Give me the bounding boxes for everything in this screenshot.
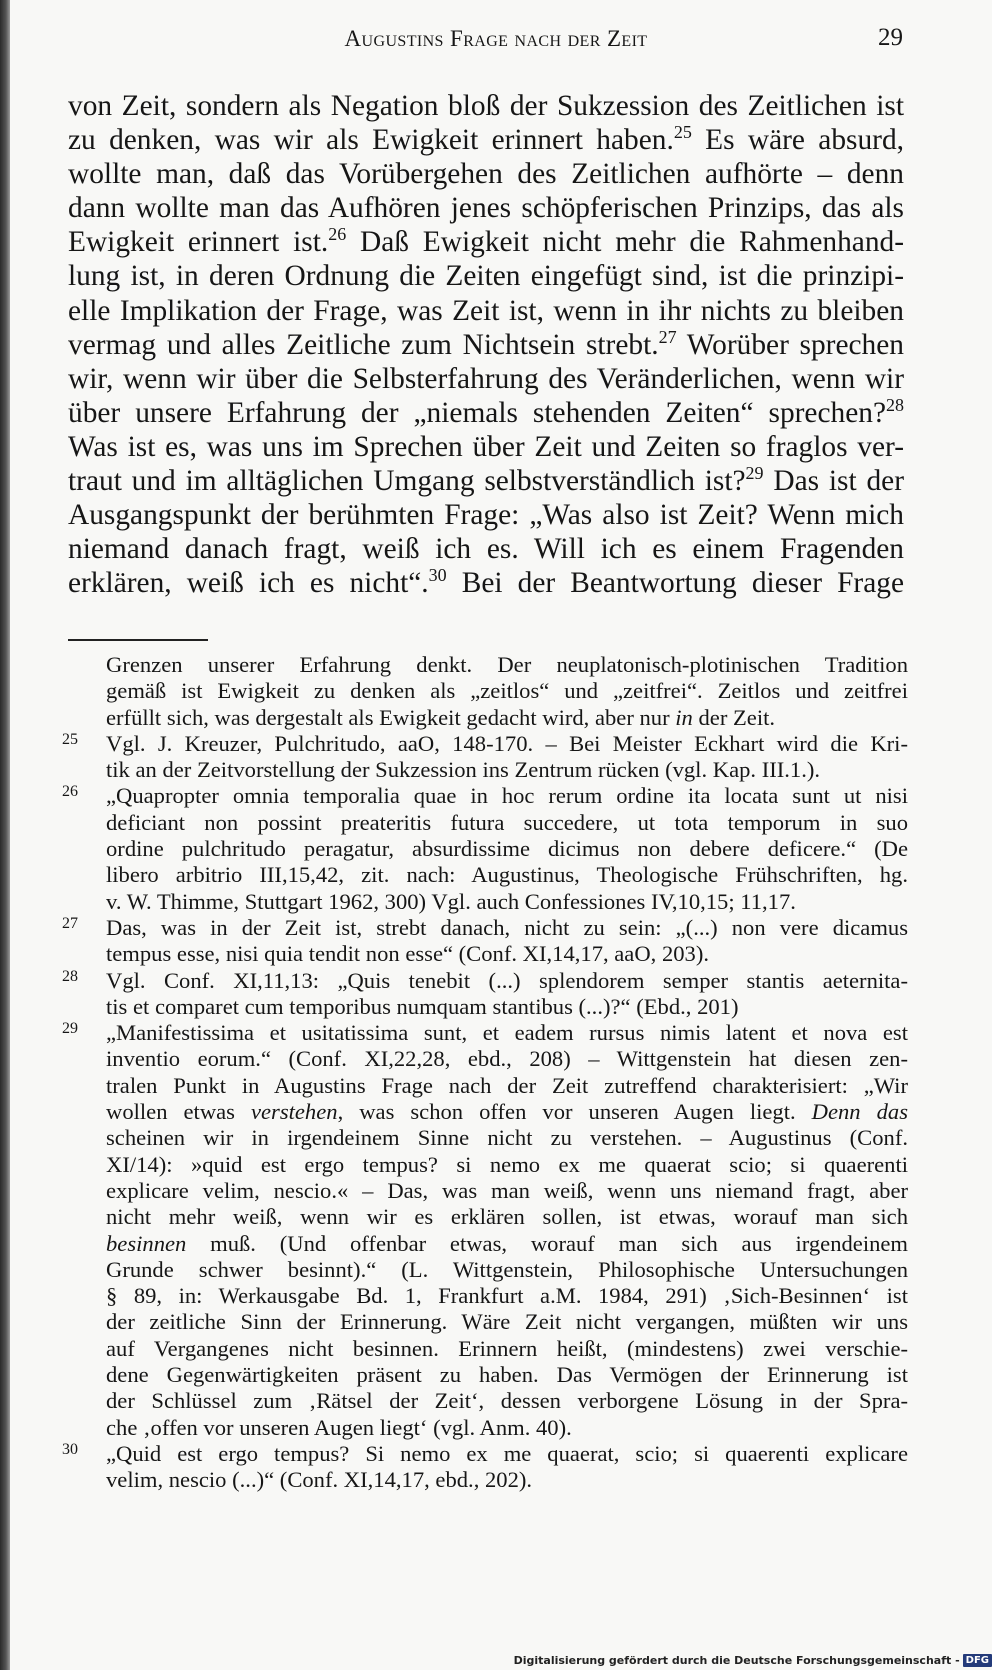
footnote-line (106, 941, 908, 967)
footnote-line (106, 1204, 908, 1230)
text-segment: traut und im alltäglichen Umgang selbstverständlich ist? (68, 465, 746, 498)
text-segment: wir, wenn wir über die Selbsterfahrung des Veränderlichen, wenn wir (68, 362, 904, 395)
footnote-marker[interactable]: 30 (428, 565, 447, 586)
footnote-line (106, 1309, 908, 1335)
running-head-part: Z (606, 26, 622, 51)
text-segment: tik an der Zeitvorstellung der Sukzession ins Zentrum rücken (vgl. Kap. III.1.). (106, 757, 821, 783)
italic-text: in (675, 704, 693, 730)
text-segment: velim, nescio (...)“ (Conf. XI,14,17, ebd., 202). (106, 1467, 533, 1493)
main-text-block (68, 89, 904, 600)
text-segment: ordine pulchritudo peragatur, absurdissime dicimus non debere deficere.“ (De (106, 836, 908, 862)
text-line (68, 191, 904, 225)
text-segment: Was ist es, was uns im Sprechen über Zeit und Zeiten so fraglos ver- (68, 430, 904, 463)
footnote-28 (48, 968, 908, 1021)
text-segment: libero arbitrio III,15,42, zit. nach: Augustinus, Theologische Frühschriften, hg. (106, 862, 908, 888)
footnote-29 (48, 1020, 908, 1441)
footnote-marker[interactable]: 25 (673, 122, 692, 143)
footnote-line (106, 889, 908, 915)
footnote-number: 29 (62, 1020, 78, 1038)
text-segment: erklären, weiß ich es nicht“. (68, 567, 429, 600)
book-page (10, 0, 992, 1670)
text-segment: v. W. Thimme, Stuttgart 1962, 300) Vgl. auch Confessiones IV,10,15; 11,17. (106, 888, 796, 914)
footnote-marker[interactable]: 28 (886, 394, 904, 415)
text-segment: „Quapropter omnia temporalia quae in hoc rerum ordine ita locata sunt ut nisi (106, 783, 908, 809)
footnote-line (106, 1046, 908, 1072)
text-segment: explicare velim, nescio.« – Das, was man weiß, wenn uns niemand fragt, aber (106, 1177, 908, 1203)
text-line (68, 396, 904, 430)
footnote-continuation (48, 652, 908, 731)
footnote-line (106, 1441, 908, 1467)
text-segment: nicht mehr weiß, wenn wir es erklären sollen, ist etwas, worauf man sich (106, 1204, 908, 1230)
footnote-line (106, 810, 908, 836)
footnote-line (106, 862, 908, 888)
footnote-line (106, 678, 908, 704)
text-line (68, 294, 904, 328)
text-segment: Es wäre absurd, (691, 124, 904, 157)
credit-text: Digitalisierung gefördert durch die Deutsche Forschungsgemeinschaft - (513, 1653, 960, 1667)
footnote-line (106, 1388, 908, 1414)
running-head-part: A (344, 26, 362, 51)
footnote-line (106, 1415, 908, 1441)
footnote-line (106, 1336, 908, 1362)
text-segment: Ausgangspunkt der berühmten Frage: „Was also ist Zeit? Wenn mich (68, 499, 904, 532)
footnotes-block (48, 652, 908, 1494)
digitization-credit (514, 1654, 992, 1668)
text-segment: XI/14): »quid est ergo tempus? si nemo ex me quaerat scio; si quaerenti (106, 1151, 908, 1177)
text-line (68, 430, 904, 464)
text-segment: gemäß ist Ewigkeit zu denken als „zeitlos“ und „zeitfrei“. Zeitlos und zeitfrei (106, 678, 908, 704)
text-line (68, 225, 904, 259)
text-segment: Vgl. Conf. XI,11,13: „Quis tenebit (...) splendorem semper stantis aeternita- (106, 967, 908, 993)
text-segment: der zeitliche Sinn der Erinnerung. Wäre Zeit nicht vergangen, müßten wir uns (106, 1309, 908, 1335)
text-segment: dene Gegenwärtigkeiten präsent zu haben. Das Vermögen der Erinnerung ist (106, 1362, 908, 1388)
footnote-30 (48, 1441, 908, 1494)
text-segment: lung ist, in deren Ordnung die Zeiten eingefügt sind, ist die prinzipi- (68, 260, 904, 293)
footnote-line (106, 1257, 908, 1283)
text-segment: Grenzen unserer Erfahrung denkt. Der neuplatonisch-plotinischen Tradition (106, 652, 908, 677)
text-segment: Das ist der (763, 465, 904, 498)
text-line (68, 464, 904, 498)
binding-gutter (0, 0, 10, 1670)
italic-text: besinnen (106, 1230, 187, 1256)
dfg-logo: DFG (963, 1654, 992, 1667)
footnote-27 (48, 915, 908, 968)
text-segment: niemand danach fragt, weiß ich es. Will ich es einem Fragenden (68, 533, 904, 566)
text-segment: tralen Punkt in Augustins Frage nach der Zeit zutreffend charakterisiert: „Wir (106, 1072, 908, 1098)
footnote-marker[interactable]: 26 (328, 224, 347, 245)
text-segment: tempus esse, nisi quia tendit non esse“ (Conf. XI,14,17, aaO, 203). (106, 941, 710, 967)
text-segment: Daß Ewigkeit nicht mehr die Rahmenhand- (346, 226, 905, 259)
footnote-line (106, 1362, 908, 1388)
text-segment: „Manifestissima et usitatissima sunt, et eadem rursus nimis latent et nova est (106, 1020, 908, 1046)
running-head-part: F (450, 26, 464, 51)
text-line (68, 123, 904, 157)
italic-text: Denn das (811, 1099, 909, 1125)
text-line (68, 362, 904, 396)
text-segment: Das, was in der Zeit ist, strebt danach, nicht zu sein: „(...) non vere dicamus (106, 914, 908, 940)
footnote-line (106, 731, 908, 757)
text-segment: dann wollte man das Aufhören jenes schöpferischen Prinzips, das als (68, 192, 904, 225)
text-segment: Ewigkeit erinnert ist. (68, 226, 329, 259)
text-segment: inventio eorum.“ (Conf. XI,22,28, ebd., 208) – Wittgenstein hat diesen zen- (106, 1046, 908, 1072)
text-segment: vermag und alles Zeitliche zum Nichtsein strebt. (68, 328, 659, 361)
footnote-number: 25 (62, 730, 78, 748)
text-segment: , was schon offen vor unseren Augen liegt. (337, 1099, 812, 1125)
text-line (68, 532, 904, 566)
footnote-number: 27 (62, 914, 78, 932)
footnote-25 (48, 731, 908, 784)
footnote-marker[interactable]: 27 (658, 326, 677, 347)
footnote-line (106, 652, 908, 678)
text-line (68, 89, 904, 123)
text-line (68, 328, 904, 362)
text-line (68, 259, 904, 293)
footnote-line (106, 1231, 908, 1257)
footnote-line (106, 1467, 908, 1493)
running-head-part: rage nach der (463, 26, 607, 51)
text-segment: Vgl. J. Kreuzer, Pulchritudo, aaO, 148-170. – Bei Meister Eckhart wird die Kri- (106, 730, 908, 756)
footnote-line (106, 968, 908, 994)
running-head-part: eit (621, 26, 648, 51)
footnote-line (106, 836, 908, 862)
footnote-separator-rule (68, 639, 208, 641)
footnote-line (106, 1099, 908, 1125)
footnote-line (106, 705, 908, 731)
footnote-line (106, 783, 908, 809)
page-number: 29 (878, 24, 903, 51)
text-segment: auf Vergangenes nicht besinnen. Erinnern heißt, (mindestens) zwei verschie- (106, 1335, 908, 1361)
text-segment: von Zeit, sondern als Negation bloß der Sukzession des Zeitlichen ist (68, 90, 904, 122)
footnote-number: 26 (62, 783, 78, 801)
text-segment: der Zeit. (692, 704, 776, 730)
footnote-line (106, 757, 908, 783)
text-segment: che ‚offen vor unseren Augen liegt‘ (vgl. Anm. 40). (106, 1414, 572, 1440)
text-line (68, 498, 904, 532)
footnote-marker[interactable]: 29 (745, 463, 764, 484)
text-line (68, 157, 904, 191)
italic-text: verstehen (250, 1099, 338, 1125)
footnote-line (106, 994, 908, 1020)
text-segment: der Schlüssel zum ‚Rätsel der Zeit‘, dessen verborgene Lösung in der Spra- (106, 1388, 908, 1414)
footnote-line (106, 1283, 908, 1309)
footnote-26 (48, 783, 908, 914)
text-segment: Worüber sprechen (676, 328, 904, 361)
footnote-line (106, 1020, 908, 1046)
text-segment: Bei der Beantwortung dieser Frage (446, 567, 905, 600)
footnote-line (106, 1125, 908, 1151)
footnote-number: 30 (62, 1440, 78, 1458)
text-segment: wollte man, daß das Vorübergehen des Zeitlichen aufhörte – denn (68, 158, 904, 191)
text-segment: „Quid est ergo tempus? Si nemo ex me quaerat, scio; si quaerenti explicare (106, 1440, 908, 1466)
text-segment: § 89, in: Werkausgabe Bd. 1, Frankfurt a.M. 1984, 291) ‚Sich-Besinnen‘ ist (106, 1283, 908, 1309)
text-segment: erfüllt sich, was dergestalt als Ewigkeit gedacht wird, aber nur (106, 704, 676, 730)
text-segment: Grunde schwer besinnt).“ (L. Wittgenstein, Philosophische Untersuchungen (106, 1256, 908, 1282)
running-head (326, 26, 666, 52)
text-segment: muß. (Und offenbar etwas, worauf man sich aus irgendeinem (186, 1230, 908, 1256)
footnote-line (106, 1152, 908, 1178)
text-segment: deficiant non possint preateritis futura succedere, ut tota temporum in suo (106, 809, 908, 835)
text-segment: tis et comparet cum temporibus numquam stantibus (...)?“ (Ebd., 201) (106, 993, 739, 1019)
footnote-line (106, 1073, 908, 1099)
footnote-line (106, 1178, 908, 1204)
text-segment: elle Implikation der Frage, was Zeit ist, wenn in ihr nichts zu bleiben (68, 294, 904, 327)
footnote-number: 28 (62, 967, 78, 985)
footnote-line (106, 915, 908, 941)
text-segment: zu denken, was wir als Ewigkeit erinnert haben. (68, 124, 674, 157)
text-line (68, 566, 904, 600)
text-segment: über unsere Erfahrung der „niemals stehenden Zeiten“ sprechen? (68, 396, 886, 429)
running-head-part: ugustins (361, 26, 450, 51)
text-segment: scheinen wir in irgendeinem Sinne nicht zu verstehen. – Augustinus (Conf. (106, 1125, 908, 1151)
text-segment: wollen etwas (106, 1099, 251, 1125)
